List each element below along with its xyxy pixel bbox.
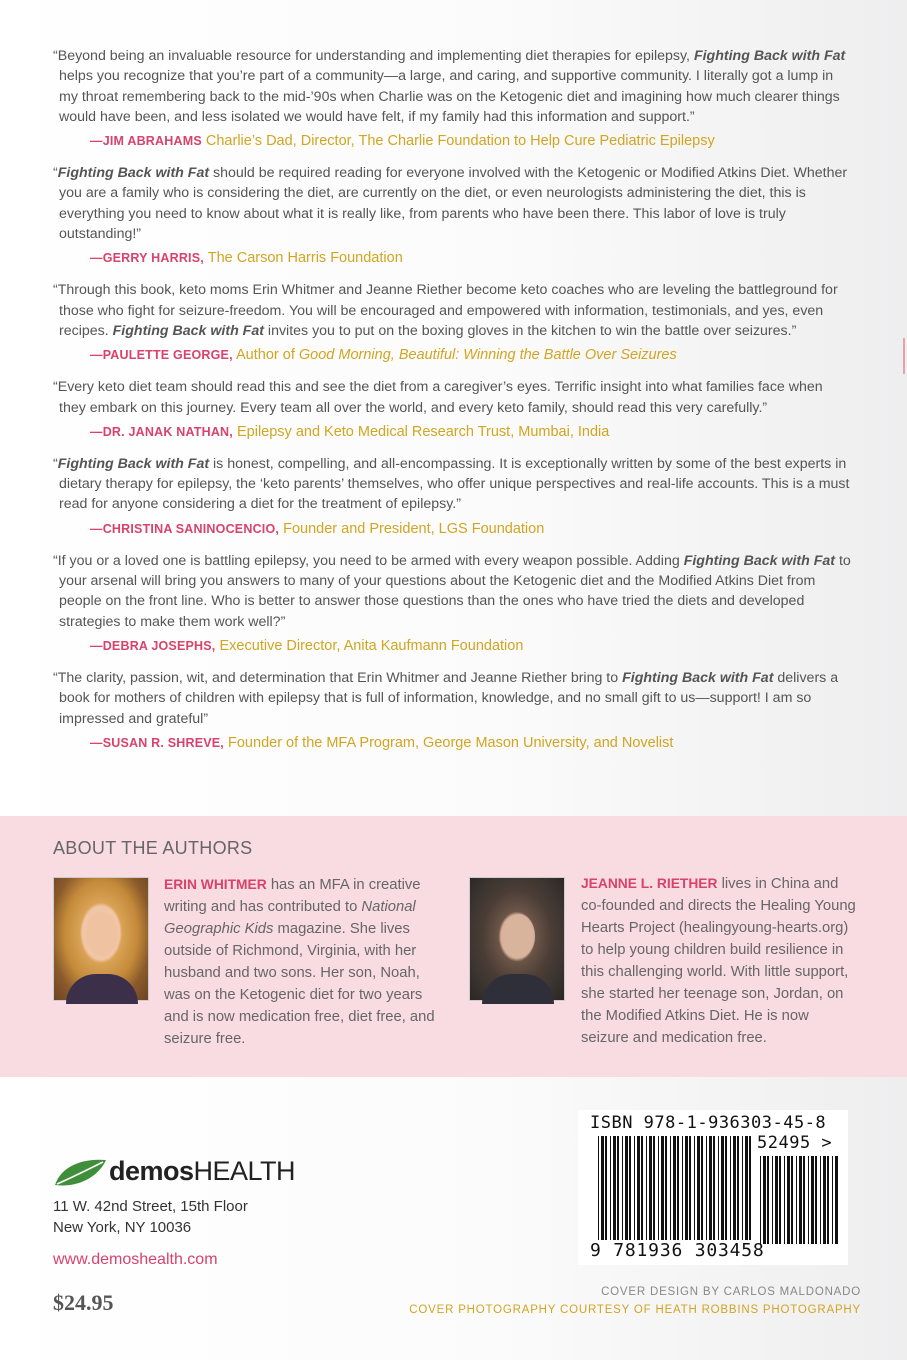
barcode-bar: [625, 1136, 628, 1240]
italic-title: Fighting Back with Fat: [622, 669, 774, 686]
barcode-bar: [721, 1136, 724, 1240]
italic-title: Fighting Back with Fat: [112, 322, 264, 339]
barcode-bar: [763, 1156, 766, 1244]
logo-wordmark-rest: HEALTH: [193, 1156, 296, 1186]
barcode-bar: [815, 1156, 817, 1244]
barcode-bar: [677, 1136, 679, 1240]
barcode-bar: [689, 1136, 691, 1240]
endorser-name: —DEBRA JOSEPHS,: [90, 638, 216, 653]
barcode-bar: [665, 1136, 667, 1240]
barcode-bar: [779, 1156, 781, 1244]
endorsement-quote: [53, 377, 853, 442]
logo-wordmark: [109, 1156, 295, 1187]
cover-credits: [409, 1283, 861, 1319]
text-run: “: [53, 165, 58, 182]
barcode-bar: [784, 1156, 785, 1244]
text-run: to your arsenal will bring you answers to many of your questions about the Ketogenic diet and the Modified Atkins Diet from people on the front line. Who is better to answer those questions than the ones who have tried the diets and developed strategies to make them work well?”: [59, 552, 851, 630]
text-run: Founder and President, LGS Foundation: [283, 520, 545, 537]
barcode-bar: [637, 1136, 640, 1240]
barcode-bar: [649, 1136, 652, 1240]
about-authors-title: ABOUT THE AUTHORS: [53, 838, 253, 858]
text-run: delivers a book for mothers of children with epilepsy that is full of information, knowledge, and no small gift to us—support! I am so impressed and grateful”: [59, 669, 839, 727]
barcode-bar: [796, 1156, 797, 1244]
text-run: Charlie’s Dad, Director, The Charlie Foundation to Help Cure Pediatric Epilepsy: [205, 133, 715, 150]
text-run: “Beyond being an invaluable resource for understanding and implementing diet therapies for epilepsy,: [53, 48, 694, 64]
barcode-bar: [601, 1136, 604, 1240]
endorser-name: —PAULETTE GEORGE,: [90, 348, 233, 363]
italic-title: National Geographic Kids: [164, 899, 416, 937]
address-line-2: New York, NY 10036: [53, 1218, 192, 1236]
quote-attribution: [90, 345, 853, 365]
endorser-name: —CHRISTINA SANINOCENCIO,: [90, 521, 280, 536]
barcode-bar: [811, 1156, 814, 1244]
publisher-address: [53, 1197, 248, 1238]
italic-title: Fighting Back with Fat: [57, 455, 210, 472]
barcode-bar: [713, 1136, 715, 1240]
face-shape: [503, 914, 535, 958]
quote-text: [53, 280, 853, 341]
barcode-bar: [641, 1136, 643, 1240]
barcode-bar: [799, 1156, 802, 1244]
leaf-icon: [53, 1158, 107, 1188]
barcode-bar: [791, 1156, 793, 1244]
isbn-text: ISBN 978-1-936303-45-8: [590, 1113, 827, 1133]
endorser-role: [206, 133, 715, 149]
barcode-bar: [787, 1156, 790, 1244]
italic-title: Fighting Back with Fat: [693, 48, 846, 64]
endorser-name: —JIM ABRAHAMS: [90, 134, 202, 149]
endorsement-quote: [53, 163, 853, 268]
text-run: helps you recognize that you’re part of a community—a large, and caring, and supportive community. I literally got a lump in my throat remembering back to the mid-’90s when Charlie was on the Ketogenic diet and imagining how much clearer things would have been, and less isolated we would have felt, if my family had this information and support.”: [59, 68, 840, 125]
endorsement-quote: [53, 454, 853, 539]
cover-design-credit: COVER DESIGN BY CARLOS MALDONADO: [601, 1286, 861, 1298]
quote-attribution: [90, 733, 853, 753]
quote-text: [53, 668, 853, 729]
endorser-role: [236, 347, 677, 363]
barcode-bar: [709, 1136, 712, 1240]
barcode-bar: [682, 1136, 683, 1240]
shoulders-shape: [66, 974, 138, 1004]
text-run: The Carson Harris Foundation: [207, 250, 403, 267]
quote-attribution: [90, 248, 853, 268]
barcode-bar: [835, 1156, 838, 1244]
italic-title: Good Morning, Beautiful: Winning the Battle Over Seizures: [298, 347, 677, 364]
barcode-bar: [634, 1136, 635, 1240]
text-run: Author of: [236, 347, 299, 364]
quote-text: [53, 163, 853, 244]
erin-whitmer-photo: [53, 877, 149, 1001]
barcode-bar: [658, 1136, 659, 1240]
endorser-name: —SUSAN R. SHREVE,: [90, 735, 224, 750]
barcode-bar: [733, 1136, 736, 1240]
barcode-bar: [772, 1156, 773, 1244]
demoshealth-logo: [53, 1154, 313, 1192]
barcode-bar: [605, 1136, 607, 1240]
text-run: invites you to put on the boxing gloves in the kitchen to win the battle over seizures.”: [263, 322, 797, 339]
barcode-bar: [832, 1156, 833, 1244]
erin-whitmer-bio: [164, 874, 436, 1050]
barcode-bar: [823, 1156, 826, 1244]
quote-attribution: [90, 422, 853, 442]
author-name: ERIN WHITMER: [164, 877, 267, 892]
text-run: “Through this book, keto moms Erin Whitmer and Jeanne Riether become keto coaches who are leveling the battleground for those who fight for seizure-freedom. You will be encouraged and empowered with information, testimonials, and yes, even recipes.: [53, 282, 838, 339]
author-name: JEANNE L. RIETHER: [581, 876, 718, 891]
barcode-bar: [827, 1156, 829, 1244]
barcode-bar: [745, 1136, 748, 1240]
quote-text: [53, 377, 853, 418]
barcode-bar: [610, 1136, 611, 1240]
barcode-bar: [718, 1136, 719, 1240]
logo-wordmark-bold: demos: [109, 1156, 194, 1186]
endorser-role: [237, 424, 609, 440]
quote-attribution: [90, 519, 853, 539]
barcode-bar: [694, 1136, 695, 1240]
barcode-bar: [622, 1136, 623, 1240]
barcode-bar: [803, 1156, 805, 1244]
barcode-bar: [670, 1136, 671, 1240]
text-run: is honest, compelling, and all-encompassing. It is exceptionally written by some of the best experts in dietary therapy for epilepsy, the ‘keto parents’ themselves, who offer unique perspectives and real-life accounts. This is a must read for anyone considering a diet for the treatment of epilepsy.”: [59, 455, 850, 513]
text-run: “The clarity, passion, wit, and determination that Erin Whitmer and Jeanne Riether bring to: [53, 669, 623, 686]
text-run: “: [53, 455, 58, 472]
text-run: magazine. She lives outside of Richmond, Virginia, with her husband and two sons. Her son, Noah, was on the Ketogenic diet for two years and is now medication free, diet free, and seizure free.: [164, 921, 435, 1047]
endorser-name: —GERRY HARRIS,: [90, 251, 204, 266]
barcode-bar: [749, 1136, 751, 1240]
price: $24.95: [53, 1290, 114, 1315]
jeanne-riether-bio: [581, 873, 856, 1049]
barcode-bar: [820, 1156, 821, 1244]
barcode-bar: [760, 1156, 761, 1244]
barcode-bar: [697, 1136, 700, 1240]
italic-title: Fighting Back with Fat: [683, 552, 836, 569]
endorsement-quote: [53, 46, 853, 151]
endorser-role: [283, 521, 544, 537]
text-run: should be required reading for everyone involved with the Ketogenic or Modified Atkins Diet. Whether you are a family who is considering the diet, are currently on the diet, or even neurologists administering the diet, this is everything you need to know about what it is really like, from parents who have been there. This labor of love is truly outstanding!”: [59, 165, 848, 243]
jeanne-riether-photo: [469, 877, 565, 1001]
barcode-bar: [767, 1156, 769, 1244]
text-run: Founder of the MFA Program, George Mason University, and Novelist: [228, 734, 674, 751]
text-run: “If you or a loved one is battling epilepsy, you need to be armed with every weapon possible. Adding: [53, 552, 684, 569]
endorser-role: [208, 250, 403, 266]
barcode-bar: [653, 1136, 655, 1240]
quote-text: [53, 551, 853, 632]
endorsement-quote: [53, 551, 853, 656]
publisher-website-link[interactable]: www.demoshealth.com: [53, 1251, 218, 1268]
barcode-bar: [629, 1136, 631, 1240]
shoulders-shape: [482, 974, 554, 1004]
ean-number: 9 781936 303458: [590, 1240, 765, 1261]
barcode-bar: [701, 1136, 703, 1240]
text-run: lives in China and co-founded and directs the Healing Young Hearts Project (healingyoung-hearts.org) to help young children build resilience in this challenging world. With little support, she started her teenage son, Jordan, on the Modified Atkins Diet. He is now seizure and medication free.: [581, 876, 856, 1046]
barcode-bar: [685, 1136, 688, 1240]
barcode-bar: [730, 1136, 731, 1240]
barcode-bar: [775, 1156, 778, 1244]
endorsements: [53, 46, 853, 765]
barcode-bar: [598, 1136, 599, 1240]
barcode-bar: [617, 1136, 619, 1240]
face-shape: [86, 912, 118, 956]
barcode-bar: [725, 1136, 727, 1240]
barcode-bar: [613, 1136, 616, 1240]
endorser-role: [228, 735, 673, 751]
edge-mark: [903, 338, 905, 374]
text-run: Executive Director, Anita Kaufmann Foundation: [219, 637, 524, 654]
endorser-name: —DR. JANAK NATHAN,: [90, 424, 233, 439]
barcode-bar: [742, 1136, 743, 1240]
endorsement-quote: [53, 668, 853, 753]
price-addon-barcode: [760, 1156, 838, 1260]
barcode-bar: [673, 1136, 676, 1240]
endorser-role: [220, 638, 524, 654]
text-run: “Every keto diet team should read this and see the diet from a caregiver’s eyes. Terrific insight into what families face when they embark on this journey. Every team all over the world, and every keto family, should read this very carefully.”: [53, 379, 823, 416]
quote-text: [53, 46, 853, 127]
address-line-1: 11 W. 42nd Street, 15th Floor: [53, 1198, 248, 1215]
quote-attribution: [90, 131, 853, 151]
barcode-bar: [661, 1136, 664, 1240]
barcode-bar: [737, 1136, 739, 1240]
barcode-addon-number: 52495 >: [757, 1133, 833, 1153]
text-run: has an MFA in creative writing and has contributed to: [164, 877, 421, 915]
isbn-barcode: [598, 1136, 754, 1240]
text-run: Epilepsy and Keto Medical Research Trust, Mumbai, India: [236, 423, 610, 440]
cover-photography-credit: COVER PHOTOGRAPHY COURTESY OF HEATH ROBBINS PHOTOGRAPHY: [409, 1304, 861, 1316]
quote-attribution: [90, 636, 853, 656]
endorsement-quote: [53, 280, 853, 365]
barcode-bar: [808, 1156, 809, 1244]
italic-title: Fighting Back with Fat: [57, 165, 210, 182]
barcode-bar: [646, 1136, 647, 1240]
quote-text: [53, 454, 853, 515]
barcode-bar: [706, 1136, 707, 1240]
